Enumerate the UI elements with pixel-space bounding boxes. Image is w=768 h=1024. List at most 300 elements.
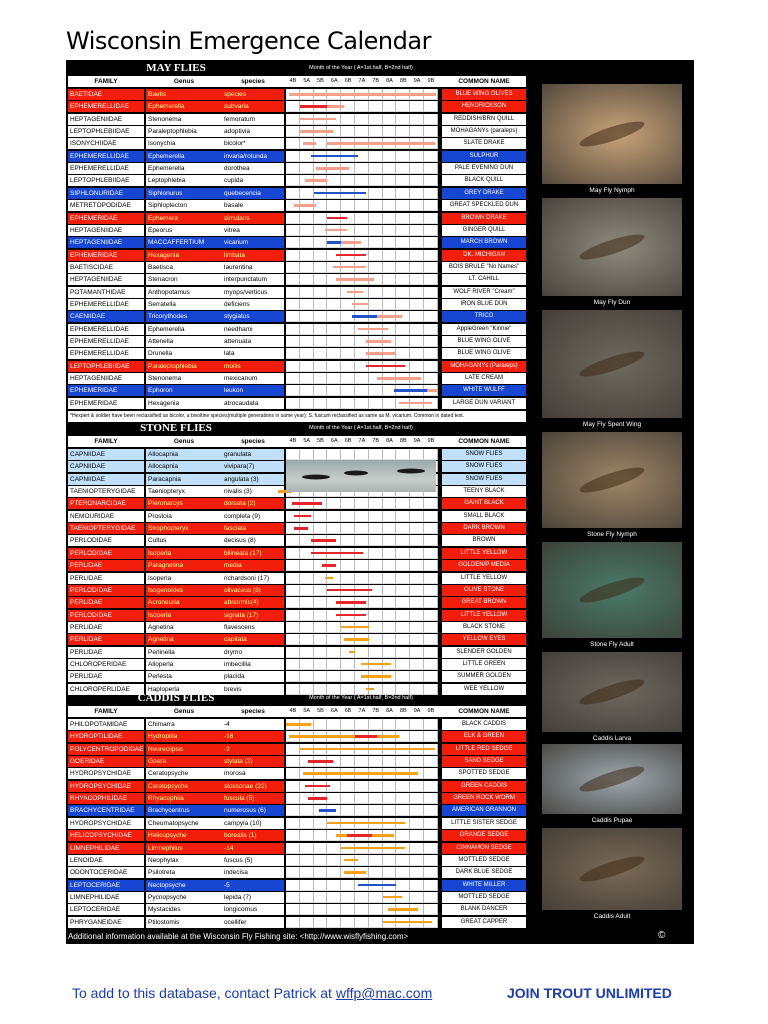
grid-cell [355, 163, 369, 174]
grid-cell [341, 126, 355, 137]
family-cell: HYDROPSYCHIDAE [68, 768, 144, 779]
month-label: 7A [358, 78, 366, 84]
species-cell: species [222, 89, 284, 100]
stonefly-silhouettes [286, 460, 436, 492]
grid-cell [424, 768, 438, 779]
emergence-bar [289, 735, 355, 738]
grid-cell [383, 287, 397, 298]
grid-cell [286, 114, 300, 125]
genus-cell: Paraleptophlebia [146, 126, 222, 137]
common-name-cell: LT. CAHILL [442, 274, 526, 285]
grid-cell [314, 348, 328, 359]
grid-cell [314, 398, 328, 409]
common-name-cell: TRICO [442, 311, 526, 322]
grid-cell [314, 237, 328, 248]
grid-cell [410, 114, 424, 125]
section-title: CADDIS FLIES [137, 692, 215, 704]
grid-cell [383, 126, 397, 137]
grid-cell [300, 634, 314, 645]
grid-cell [369, 126, 383, 137]
calendar-row [68, 175, 526, 186]
species-cell: limbata [222, 250, 284, 261]
month-grid [286, 610, 438, 621]
caddis-larva-photo [542, 652, 682, 742]
grid-cell [410, 126, 424, 137]
family-cell: CAPNIIDAE [68, 461, 144, 472]
grid-cell [327, 855, 341, 866]
emergence-bar [344, 859, 358, 862]
month-label: 7A [358, 438, 366, 444]
grid-cell [369, 151, 383, 162]
species-cell: indecisa [222, 867, 284, 878]
grid-cell [327, 324, 341, 335]
grid-cell [341, 573, 355, 584]
grid-cell [424, 188, 438, 199]
genus-cell: Isogenoides [146, 585, 222, 596]
grid-cell [314, 671, 328, 682]
grid-cell [327, 336, 341, 347]
family-cell: EPHEMERELLIDAE [68, 324, 144, 335]
grid-cell [286, 560, 300, 571]
grid-cell [286, 373, 300, 384]
grid-cell [355, 560, 369, 571]
grid-cell [369, 647, 383, 658]
grid-cell [286, 348, 300, 359]
species-cell: abnormis(4) [222, 597, 284, 608]
grid-cell [286, 311, 300, 322]
common-name-cell: DK. MICHIGAN [442, 250, 526, 261]
month-label: 5B [317, 708, 324, 714]
grid-cell [286, 597, 300, 608]
insect-photo-image [542, 828, 682, 910]
join-trout-unlimited-link[interactable]: JOIN TROUT UNLIMITED [507, 985, 672, 1001]
month-grid [286, 449, 438, 460]
grid-cell [410, 188, 424, 199]
genus-cell: Neureclipsis [146, 744, 222, 755]
grid-cell [286, 671, 300, 682]
grid-cell [286, 188, 300, 199]
species-cell: olivaceus (8) [222, 585, 284, 596]
family-cell: PTERONARCIDAE [68, 498, 144, 509]
grid-cell [341, 398, 355, 409]
species-cell: dorsata (2) [222, 498, 284, 509]
grid-cell [286, 548, 300, 559]
family-cell: SIPHLONURIDAE [68, 188, 144, 199]
grid-cell [286, 274, 300, 285]
calendar-row [68, 731, 526, 742]
common-name-cell: SNOW FLIES [442, 474, 526, 485]
calendar-row [68, 768, 526, 779]
grid-cell [410, 647, 424, 658]
grid-cell [410, 793, 424, 804]
grid-cell [327, 398, 341, 409]
grid-cell [383, 535, 397, 546]
species-cell: simulans [222, 213, 284, 224]
emergence-bar [300, 748, 435, 751]
grid-cell [341, 917, 355, 928]
calendar-row [68, 756, 526, 767]
month-grid [286, 768, 438, 779]
grid-cell [424, 498, 438, 509]
grid-cell [369, 867, 383, 878]
common-name-cell: TEENY BLACK [442, 486, 526, 497]
month-label: 8A [386, 78, 393, 84]
grid-cell [424, 731, 438, 742]
emergence-bar [316, 167, 349, 170]
emergence-bar [358, 328, 388, 331]
grid-cell [396, 188, 410, 199]
family-cell: BAETIDAE [68, 89, 144, 100]
common-name-cell: SULPHUR [442, 151, 526, 162]
calendar-row [68, 744, 526, 755]
month-label: 9B [427, 708, 435, 714]
family-cell: CAPNIIDAE [68, 474, 144, 485]
grid-cell [341, 498, 355, 509]
grid-cell [369, 250, 383, 261]
month-grid [286, 163, 438, 174]
grid-cell [396, 274, 410, 285]
contact-email-link[interactable]: wffp@mac.com [335, 985, 433, 1001]
grid-cell [341, 175, 355, 186]
grid-cell [424, 892, 438, 903]
common-name-cell: SAND SEDGE [442, 756, 526, 767]
emergence-bar [383, 921, 433, 924]
species-cell: completa (9) [222, 511, 284, 522]
grid-cell [314, 904, 328, 915]
photo-caption: May Fly Spent Wing [582, 421, 642, 428]
family-cell: PERLODIDAE [68, 610, 144, 621]
common-name-cell: GREAT SPECKLED DUN [442, 200, 526, 211]
grid-cell [396, 200, 410, 211]
grid-cell [383, 597, 397, 608]
grid-cell [383, 213, 397, 224]
grid-cell [341, 892, 355, 903]
species-cell: attenuata [222, 336, 284, 347]
calendar-row [68, 373, 526, 384]
calendar-row [68, 101, 526, 112]
common-name-cell: GREEN ROCK WORM [442, 793, 526, 804]
grid-cell [424, 151, 438, 162]
species-cell: myops/verticus [222, 287, 284, 298]
grid-cell [383, 151, 397, 162]
genus-cell: Mystacides [146, 904, 222, 915]
insect-silhouette [542, 310, 682, 418]
family-cell: PERLODIDAE [68, 548, 144, 559]
genus-cell: Stenonema [146, 114, 222, 125]
grid-cell [341, 671, 355, 682]
grid-cell [410, 818, 424, 829]
species-cell: longicornus [222, 904, 284, 915]
family-cell: RHYACOPHILIDAE [68, 793, 144, 804]
grid-cell [286, 585, 300, 596]
grid-cell [286, 768, 300, 779]
grid-cell [396, 855, 410, 866]
genus-cell: Strophopteryx [146, 523, 222, 534]
genus-cell: Ephemerella [146, 324, 222, 335]
grid-cell [300, 867, 314, 878]
calendar-row [68, 548, 526, 559]
genus-cell: Epeorus [146, 225, 222, 236]
grid-cell [327, 719, 341, 730]
species-cell: interpunctatum [222, 274, 284, 285]
common-name-cell: WHITE MILLER [442, 880, 526, 891]
month-grid [286, 756, 438, 767]
page-title: Wisconsin Emergence Calendar [66, 27, 431, 55]
family-cell: LEPTOPHLEBIIDAE [68, 175, 144, 186]
month-grid [286, 373, 438, 384]
grid-cell [410, 684, 424, 695]
emergence-bar [344, 871, 366, 874]
insect-photo-image [542, 432, 682, 528]
grid-cell [424, 610, 438, 621]
grid-cell [424, 373, 438, 384]
grid-cell [396, 671, 410, 682]
common-name-cell: ORANGE SEDGE [442, 830, 526, 841]
grid-cell [383, 188, 397, 199]
grid-cell [410, 731, 424, 742]
month-grid [286, 855, 438, 866]
family-cell: PHILOPOTAMIDAE [68, 719, 144, 730]
common-name-cell: SNOW FLIES [442, 461, 526, 472]
grid-cell [355, 175, 369, 186]
grid-cell [396, 781, 410, 792]
grid-cell [327, 634, 341, 645]
grid-cell [396, 548, 410, 559]
grid-cell [286, 250, 300, 261]
month-grid [286, 671, 438, 682]
grid-cell [286, 756, 300, 767]
genus-cell: Hydroptila [146, 731, 222, 742]
header-species: species [241, 78, 265, 85]
column-header-row [68, 76, 526, 87]
grid-cell [410, 361, 424, 372]
grid-cell [369, 634, 383, 645]
calendar-row [68, 114, 526, 125]
family-cell: PERLIDAE [68, 671, 144, 682]
calendar-row [68, 535, 526, 546]
grid-cell [383, 573, 397, 584]
grid-cell [396, 535, 410, 546]
grid-cell [410, 299, 424, 310]
species-cell: granulata [222, 449, 284, 460]
grid-cell [369, 719, 383, 730]
month-label: 8B [399, 438, 407, 444]
grid-cell [355, 917, 369, 928]
emergence-bar [327, 589, 371, 592]
grid-cell [300, 610, 314, 621]
header-common-name: COMMON NAME [458, 708, 510, 715]
month-caption: Month of the Year ( A=1st.half, B=2nd half) [309, 425, 413, 431]
grid-cell [424, 262, 438, 273]
common-name-cell: MOHAGANYs (Paraleps) [442, 361, 526, 372]
grid-cell [355, 114, 369, 125]
grid-cell [410, 622, 424, 633]
grid-cell [383, 793, 397, 804]
grid-cell [424, 622, 438, 633]
grid-cell [314, 324, 328, 335]
grid-cell [286, 867, 300, 878]
family-cell: HEPTAGENIIDAE [68, 237, 144, 248]
section-title: MAY FLIES [146, 62, 206, 74]
grid-cell [341, 719, 355, 730]
grid-cell [424, 287, 438, 298]
grid-cell [286, 237, 300, 248]
grid-cell [396, 684, 410, 695]
grid-cell [341, 336, 355, 347]
month-grid [286, 299, 438, 310]
emergence-bar [286, 723, 311, 726]
grid-cell [327, 385, 341, 396]
species-cell: -2 [222, 744, 284, 755]
grid-cell [424, 671, 438, 682]
emergence-bar [333, 266, 366, 269]
grid-cell [300, 262, 314, 273]
month-grid [286, 573, 438, 584]
grid-cell [355, 511, 369, 522]
insect-photo-image [542, 542, 682, 638]
species-cell: dorothea [222, 163, 284, 174]
grid-cell [410, 634, 424, 645]
emergence-bar [336, 601, 366, 604]
grid-cell [410, 287, 424, 298]
month-grid [286, 892, 438, 903]
emergence-bar [394, 389, 427, 392]
species-cell: stygiatus [222, 311, 284, 322]
grid-cell [355, 523, 369, 534]
grid-cell [286, 385, 300, 396]
grid-cell [355, 719, 369, 730]
grid-cell [383, 274, 397, 285]
emergence-bar [352, 315, 377, 318]
grid-cell [369, 793, 383, 804]
grid-cell [369, 200, 383, 211]
grid-cell [327, 671, 341, 682]
genus-cell: Nectopsyche [146, 880, 222, 891]
month-grid [286, 262, 438, 273]
grid-cell [286, 744, 300, 755]
calendar-row [68, 880, 526, 891]
family-cell: EPHEMERELLIDAE [68, 101, 144, 112]
grid-cell [369, 610, 383, 621]
emergence-bar [308, 760, 333, 763]
species-cell: cupida [222, 175, 284, 186]
calendar-row [68, 719, 526, 730]
section-footnote: *Hexpert & soldier have been reclassified as bicolor, a bivoltine species(multiple generations in same year); S. fuscum reclassified as same as M. vicarium. Common in dated text. [68, 411, 526, 422]
genus-cell: Ceratopsyche [146, 768, 222, 779]
genus-cell: Rhyacophila [146, 793, 222, 804]
grid-cell [396, 449, 410, 460]
month-grid [286, 250, 438, 261]
family-cell: LEPTOCERIDAE [68, 904, 144, 915]
emergence-bar [377, 735, 399, 738]
month-grid [286, 634, 438, 645]
grid-cell [286, 830, 300, 841]
emergence-bar [327, 142, 435, 145]
month-grid [286, 385, 438, 396]
grid-cell [396, 585, 410, 596]
grid-cell [369, 756, 383, 767]
emergence-bar [366, 365, 405, 368]
grid-cell [410, 101, 424, 112]
grid-cell [410, 719, 424, 730]
emergence-bar [300, 105, 328, 108]
month-grid [286, 311, 438, 322]
month-label: 7B [372, 438, 380, 444]
calendar-row [68, 262, 526, 273]
grid-cell [286, 855, 300, 866]
grid-cell [327, 904, 341, 915]
family-cell: LIMNEPHILIDAE [68, 892, 144, 903]
emergence-bar [399, 402, 432, 405]
grid-cell [369, 449, 383, 460]
calendar-row [68, 523, 526, 534]
emergence-bar [366, 688, 374, 691]
grid-cell [424, 126, 438, 137]
grid-cell [369, 299, 383, 310]
grid-cell [369, 385, 383, 396]
month-grid [286, 867, 438, 878]
month-grid [286, 348, 438, 359]
calendar-row [68, 793, 526, 804]
grid-cell [410, 671, 424, 682]
grid-cell [300, 843, 314, 854]
grid-cell [396, 348, 410, 359]
header-species: species [241, 708, 265, 715]
month-caption: Month of the Year ( A=1st.half, B=2nd half) [309, 65, 413, 71]
common-name-cell: LATE CREAM [442, 373, 526, 384]
grid-cell [327, 287, 341, 298]
month-label: 5B [317, 78, 324, 84]
genus-cell: Allocapnia [146, 461, 222, 472]
month-grid [286, 287, 438, 298]
genus-cell: Isoperla [146, 573, 222, 584]
grid-cell [396, 237, 410, 248]
grid-cell [424, 324, 438, 335]
grid-cell [286, 535, 300, 546]
calendar-row [68, 250, 526, 261]
calendar-row [68, 855, 526, 866]
grid-cell [341, 805, 355, 816]
calendar-row [68, 213, 526, 224]
species-cell: lepida (7) [222, 892, 284, 903]
genus-cell: Pteronarcys [146, 498, 222, 509]
emergence-bar [325, 229, 347, 232]
common-name-cell: REDDISH/BRN QUILL [442, 114, 526, 125]
month-grid [286, 744, 438, 755]
common-name-cell: SPOTTED SEDGE [442, 768, 526, 779]
month-label: 9B [427, 78, 435, 84]
family-cell: LEPTOPHLEBIIDAE [68, 361, 144, 372]
species-cell: signata (17) [222, 610, 284, 621]
photo-caption: Caddis Pupae [591, 817, 633, 824]
grid-cell [396, 634, 410, 645]
grid-cell [327, 523, 341, 534]
emergence-bar [427, 389, 438, 392]
genus-cell: Alloperla [146, 659, 222, 670]
grid-cell [300, 274, 314, 285]
species-cell: media [222, 560, 284, 571]
family-cell: PERLIDAE [68, 634, 144, 645]
emergence-bar [311, 155, 358, 158]
grid-cell [314, 585, 328, 596]
emergence-bar [300, 118, 336, 121]
grid-cell [286, 880, 300, 891]
emergence-bar [347, 834, 372, 837]
grid-cell [424, 163, 438, 174]
grid-cell [341, 781, 355, 792]
emergence-bar [311, 539, 336, 542]
species-cell: -14 [222, 843, 284, 854]
